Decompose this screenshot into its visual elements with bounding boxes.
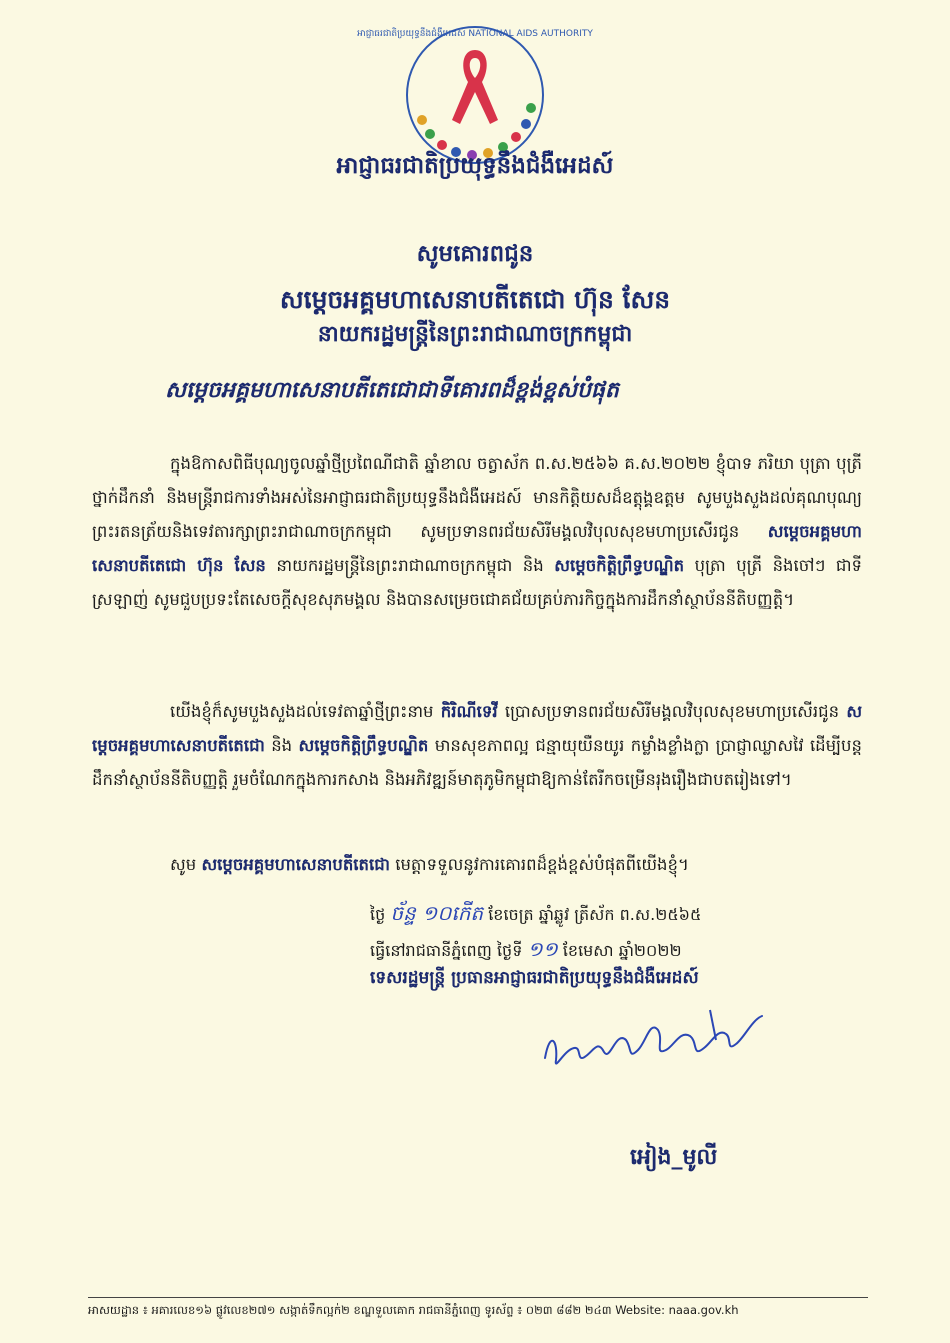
national-aids-authority-logo [357, 20, 593, 170]
paragraph-3 [170, 855, 689, 879]
logo-text: អាជ្ញាធរជាតិប្រយុទ្ធនឹងជំងឺអេដស៍ NATIONAL AIDS AUTHORITY [357, 29, 593, 39]
p2-name-f: សម្តេចកិត្តិព្រឹទ្ធបណ្ឌិត [298, 736, 429, 755]
lunar-suffix: ខែចេត្រ ឆ្នាំឆ្លូវ ត្រីស័ក ព.ស.២៥៦៥ [488, 905, 702, 924]
red-ribbon-icon [452, 50, 498, 124]
signer-name: អៀង_មូលី [630, 1145, 718, 1170]
salutation-line-2: សម្តេចអគ្គមហាសេនាបតីតេជោ ហ៊ុន សែន [279, 285, 671, 314]
paragraph-1 [92, 447, 862, 617]
lunar-handwritten: ច័ន្ទ ១០កើត [390, 901, 484, 925]
paragraph-2 [92, 695, 862, 797]
p1-name-d: សម្តេចកិត្តិព្រឹទ្ធបណ្ឌិត [554, 556, 685, 575]
p3-text-c: មេត្តាទទួលនូវការគោរពដ៏ខ្ពង់ខ្ពស់បំផុតពីយើងខ្ញុំ។ [395, 855, 689, 874]
p1-text-a: ក្នុងឱកាសពិធីបុណ្យចូលឆ្នាំថ្មីប្រពៃណីជាតិ ឆ្នាំខាល ចត្វាស័ក ព.ស.២៥៦៦ គ.ស.២០២២ ខ្ញុំបាទ ភរិយា បុត្រា បុត្រី ថ្នាក់ដឹកនាំ និងមន្ត្រីរាជការទាំងអស់នៃអាជ្ញាធរជាតិប្រយុទ្ធនឹងជំងឺអេដស៍ មានកិត្តិយសដ៏ឧត្តុង្គឧត្តម សូមបួងសួងដល់គុណបុណ្យព្រះរតនត្រ័យនិងទេវតារក្សាព្រះរាជាណាចក្រកម្ពុជា សូមប្រទានពរជ័យសិរីមង្គលវិបុលសុខមហាប្រសើរជូន [92, 454, 862, 541]
footer-address: អាសយដ្ឋាន ៖ អគារលេខ១៦ ផ្លូវលេខ២៧១ សង្កាត់ទឹកល្អក់២ ខណ្ឌទួលគោក រាជធានីភ្នំពេញ ទូរស័ព្ទ ៖ ០២៣ ៨៨២ ២៤៣ Website: naaa.gov.kh [88, 1303, 739, 1317]
solar-date-line [370, 936, 682, 966]
letter-heading: សម្តេចអគ្គមហាសេនាបតីតេជោជាទីគោរពដ៏ខ្ពង់ខ្ពស់បំផុត [165, 378, 619, 403]
p3-text-a: សូម [170, 855, 197, 874]
p2-text-e: និង [271, 736, 293, 755]
solar-handwritten: ១១ [527, 937, 558, 961]
p2-text-c: ប្រោសប្រទានពរជ័យសិរីមង្គលវិបុលសុខមហាប្រសើរជូន [504, 702, 840, 721]
signatory-title: ទេសរដ្ឋមន្ត្រី ប្រធានអាជ្ញាធរជាតិប្រយុទ្ធនឹងជំងឺអេដស៍ [370, 968, 699, 988]
p2-deity-name: កិរិណីទេវី [440, 702, 498, 721]
footer-divider [88, 1297, 868, 1298]
handwritten-signature [540, 1000, 770, 1080]
organization-name: អាជ្ញាធរជាតិប្រយុទ្ធនឹងជំងឺអេដស៍ [336, 153, 614, 179]
p3-name-b: សម្តេចអគ្គមហាសេនាបតីតេជោ [201, 855, 390, 874]
p2-text-g: មានសុខភាពល្អ ជន្មាយុយឺនយូរ កម្លាំងខ្លាំងក្លា ប្រាជ្ញាឈ្លាសវៃ ដើម្បីបន្តដឹកនាំស្ថាប័ននីតិបញ្ញត្តិ រួមចំណែកក្នុងការកសាង និងអភិវឌ្ឍន៍មាតុភូមិកម្ពុជាឱ្យកាន់តែរីកចម្រើនរុងរឿងជាបតរៀងទៅ។ [92, 736, 862, 789]
salutation-line-3: នាយករដ្ឋមន្ត្រីនៃព្រះរាជាណាចក្រកម្ពុជា [317, 322, 633, 347]
lunar-date-line [370, 900, 701, 930]
p2-text-a: យើងខ្ញុំក៏សូមបួងសួងដល់ទេវតាឆ្នាំថ្មីព្រះនាម [170, 702, 434, 721]
p1-text-c: នាយករដ្ឋមន្ត្រីនៃព្រះរាជាណាចក្រកម្ពុជា និង [276, 556, 544, 575]
p1-text-e: បុត្រា បុត្រី និងចៅៗ ជាទីស្រឡាញ់ សូមជួបប្រទះតែសេចក្តីសុខសុភមង្គល និងបានសម្រេចជោគជ័យគ្រប់ភារកិច្ចក្នុងការដឹកនាំស្ថាប័ននីតិបញ្ញត្តិ។ [92, 556, 863, 609]
p2-name-d: សម្តេចអគ្គមហាសេនាបតីតេជោ [92, 702, 863, 755]
lunar-prefix: ថ្ងៃ [370, 905, 386, 924]
salutation-line-1: សូមគោរពជូន [416, 241, 534, 267]
solar-suffix: ខែមេសា ឆ្នាំ២០២២ [562, 941, 682, 960]
solar-prefix: ធ្វើនៅរាជធានីភ្នំពេញ ថ្ងៃទី [370, 941, 523, 960]
p1-name-a: សម្តេចអគ្គមហាសេនាបតីតេជោ ហ៊ុន សែន [92, 522, 862, 575]
